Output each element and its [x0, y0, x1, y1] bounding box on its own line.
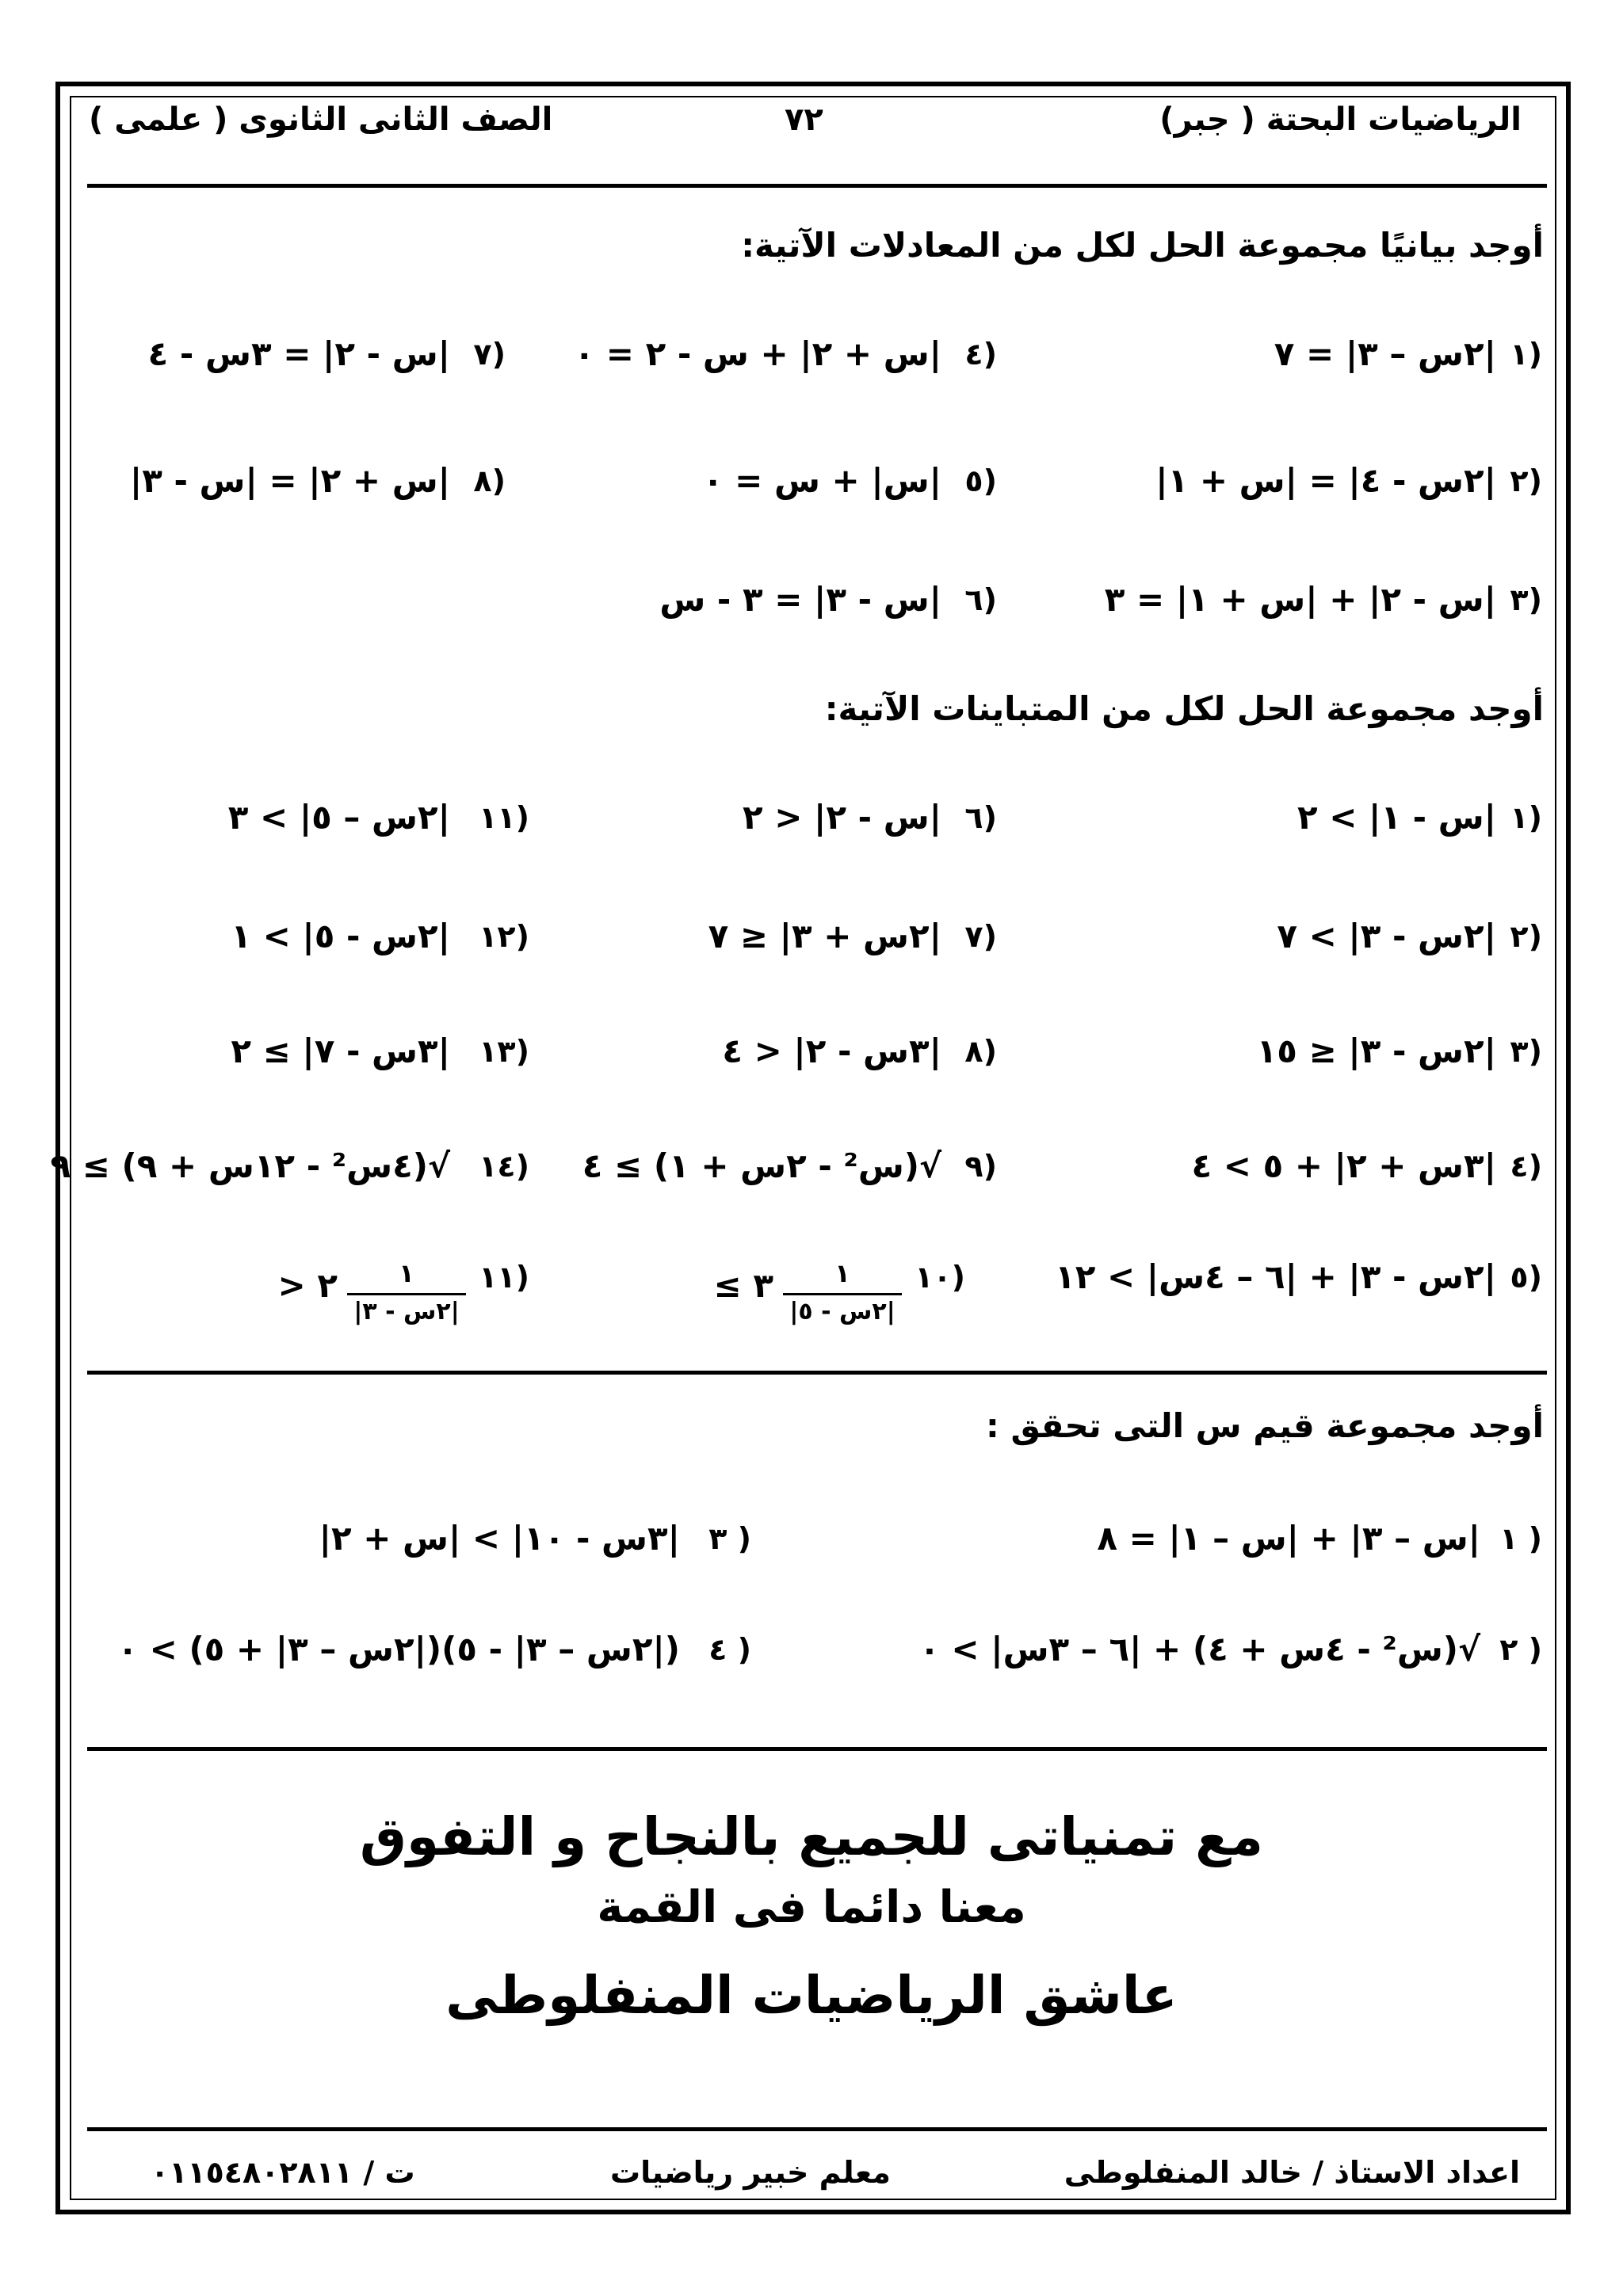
closing-signature: عاشق الرياضيات المنفلوطى — [445, 1965, 1178, 2026]
expression: |س – ٣| + |س – ١| = ٨ — [1097, 1519, 1480, 1558]
closing-motto: معنا دائما فى القمة — [597, 1882, 1026, 1933]
equation: |س - ٣| = ٣ - س — [659, 580, 941, 619]
inequality: |س - ١| > ٢ — [1296, 798, 1496, 837]
inequality: |٣س + ٢| + ٥ > ٤ — [1191, 1146, 1496, 1185]
fraction-relation: ≤ ٣ — [713, 1266, 773, 1305]
closing-wishes: مع تمنياتى للجميع بالنجاح و التفوق — [359, 1806, 1264, 1867]
footer-divider — [87, 2127, 1547, 2131]
section-divider — [87, 1747, 1547, 1751]
item-number: ٤ ) — [708, 1632, 751, 1667]
item-number: ٨) — [964, 1034, 997, 1069]
item-number: ٦) — [964, 800, 997, 835]
item-number: ١٢) — [479, 919, 529, 954]
inequality: |٢س - ٣| > ٧ — [1277, 917, 1496, 955]
inequality: |٢س + ٣| ≤ ٧ — [708, 917, 941, 955]
item-number: ١٠) — [915, 1260, 965, 1295]
item-number: ٢) — [1510, 919, 1542, 954]
section1-title: أوجد بيانيًا مجموعة الحل لكل من المعادلات الآتية: — [741, 226, 1544, 265]
fraction-bar — [783, 1293, 902, 1295]
footer-phone: ت / ٠١١٥٤٨٠٢٨١١ — [151, 2155, 415, 2190]
item-number: ١٣) — [479, 1034, 529, 1069]
item-number: ٧) — [964, 919, 997, 954]
item-number: ٨) — [473, 463, 506, 498]
equation: |س - ٢| + |س + ١| = ٣ — [1104, 580, 1496, 619]
inequality: |٣س - ٢| < ٤ — [722, 1032, 941, 1070]
inequality: |٢س - ٥| > ١ — [231, 917, 450, 955]
item-number: ٥) — [1510, 1260, 1542, 1295]
equation: |٢س - ٤| = |س + ١| — [1155, 461, 1496, 500]
fraction-relation: > ٢ — [277, 1266, 338, 1305]
equation: |س - ٢| = ٣س - ٤ — [147, 334, 450, 373]
item-number: ٢) — [1510, 463, 1542, 498]
inequality: |٢س - ٣| ≤ ١٥ — [1256, 1032, 1496, 1070]
expression: √(س² - ٤س + ٤) + |٦ – ٣س| > ٠ — [919, 1630, 1480, 1669]
fraction-denominator: |٢س - ٥| — [789, 1298, 896, 1325]
fraction-bar — [347, 1293, 466, 1295]
fraction-denominator: |٢س - ٣| — [353, 1298, 460, 1325]
item-number: ١١) — [479, 800, 529, 835]
section2-title: أوجد مجموعة الحل لكل من المتباينات الآتية: — [824, 689, 1544, 728]
inequality: √(٤س² - ١٢س + ٩) ≥ ٩ — [50, 1146, 450, 1185]
inequality: |س - ٢| < ٢ — [742, 798, 941, 837]
section3-title: أوجد مجموعة قيم س التى تحقق : — [986, 1406, 1544, 1445]
equation: |س| + س = ٠ — [702, 461, 941, 500]
footer-author: اعداد الاستاذ / خالد المنفلوطى — [1064, 2155, 1520, 2190]
fraction-numerator: ١ — [834, 1258, 850, 1288]
equation: |س + ٢| + س - ٢ = ٠ — [574, 334, 941, 373]
item-number: ١١) — [479, 1260, 529, 1295]
inequality: |٢س - ٣| + |٦ – ٤س| > ١٢ — [1055, 1257, 1496, 1296]
item-number: ٩) — [964, 1149, 997, 1184]
inequality: |٣س - ٧| ≥ ٢ — [231, 1032, 450, 1070]
item-number: ١ ) — [1499, 1521, 1542, 1556]
section-divider — [87, 1371, 1547, 1375]
expression: (|٢س – ٣| - ٥)(|٢س – ٣| + ٥) > ٠ — [117, 1630, 680, 1669]
item-number: ١) — [1510, 337, 1542, 372]
item-number: ٤) — [964, 337, 997, 372]
fraction-inequality — [212, 1244, 466, 1331]
item-number: ٣) — [1510, 582, 1542, 617]
item-number: ٤) — [1510, 1149, 1542, 1184]
footer-role: معلم خبير رياضيات — [610, 2155, 891, 2190]
fraction-numerator: ١ — [399, 1258, 414, 1288]
header-grade: الصف الثانى الثانوى ( علمى ) — [89, 101, 553, 138]
item-number: ٧) — [473, 337, 506, 372]
expression: |٣س - ١٠| > |س + ٢| — [319, 1519, 680, 1558]
item-number: ٦) — [964, 582, 997, 617]
header-page-number: ٧٢ — [785, 101, 823, 138]
item-number: ٣ ) — [708, 1521, 751, 1556]
fraction-inequality — [648, 1244, 902, 1331]
item-number: ٥) — [964, 463, 997, 498]
item-number: ١٤) — [479, 1149, 529, 1184]
header-subject: الرياضيات البحتة ( جبر) — [1159, 101, 1522, 138]
equation: |٢س – ٣| = ٧ — [1274, 334, 1496, 373]
header-divider — [87, 184, 1547, 188]
item-number: ١) — [1510, 800, 1542, 835]
equation: |س + ٢| = |س - ٣| — [129, 461, 450, 500]
inequality: √(س² - ٢س + ١) ≥ ٤ — [582, 1146, 941, 1185]
item-number: ٣) — [1510, 1034, 1542, 1069]
inequality: |٢س – ٥| > ٣ — [227, 798, 450, 837]
item-number: ٢ ) — [1499, 1632, 1542, 1667]
